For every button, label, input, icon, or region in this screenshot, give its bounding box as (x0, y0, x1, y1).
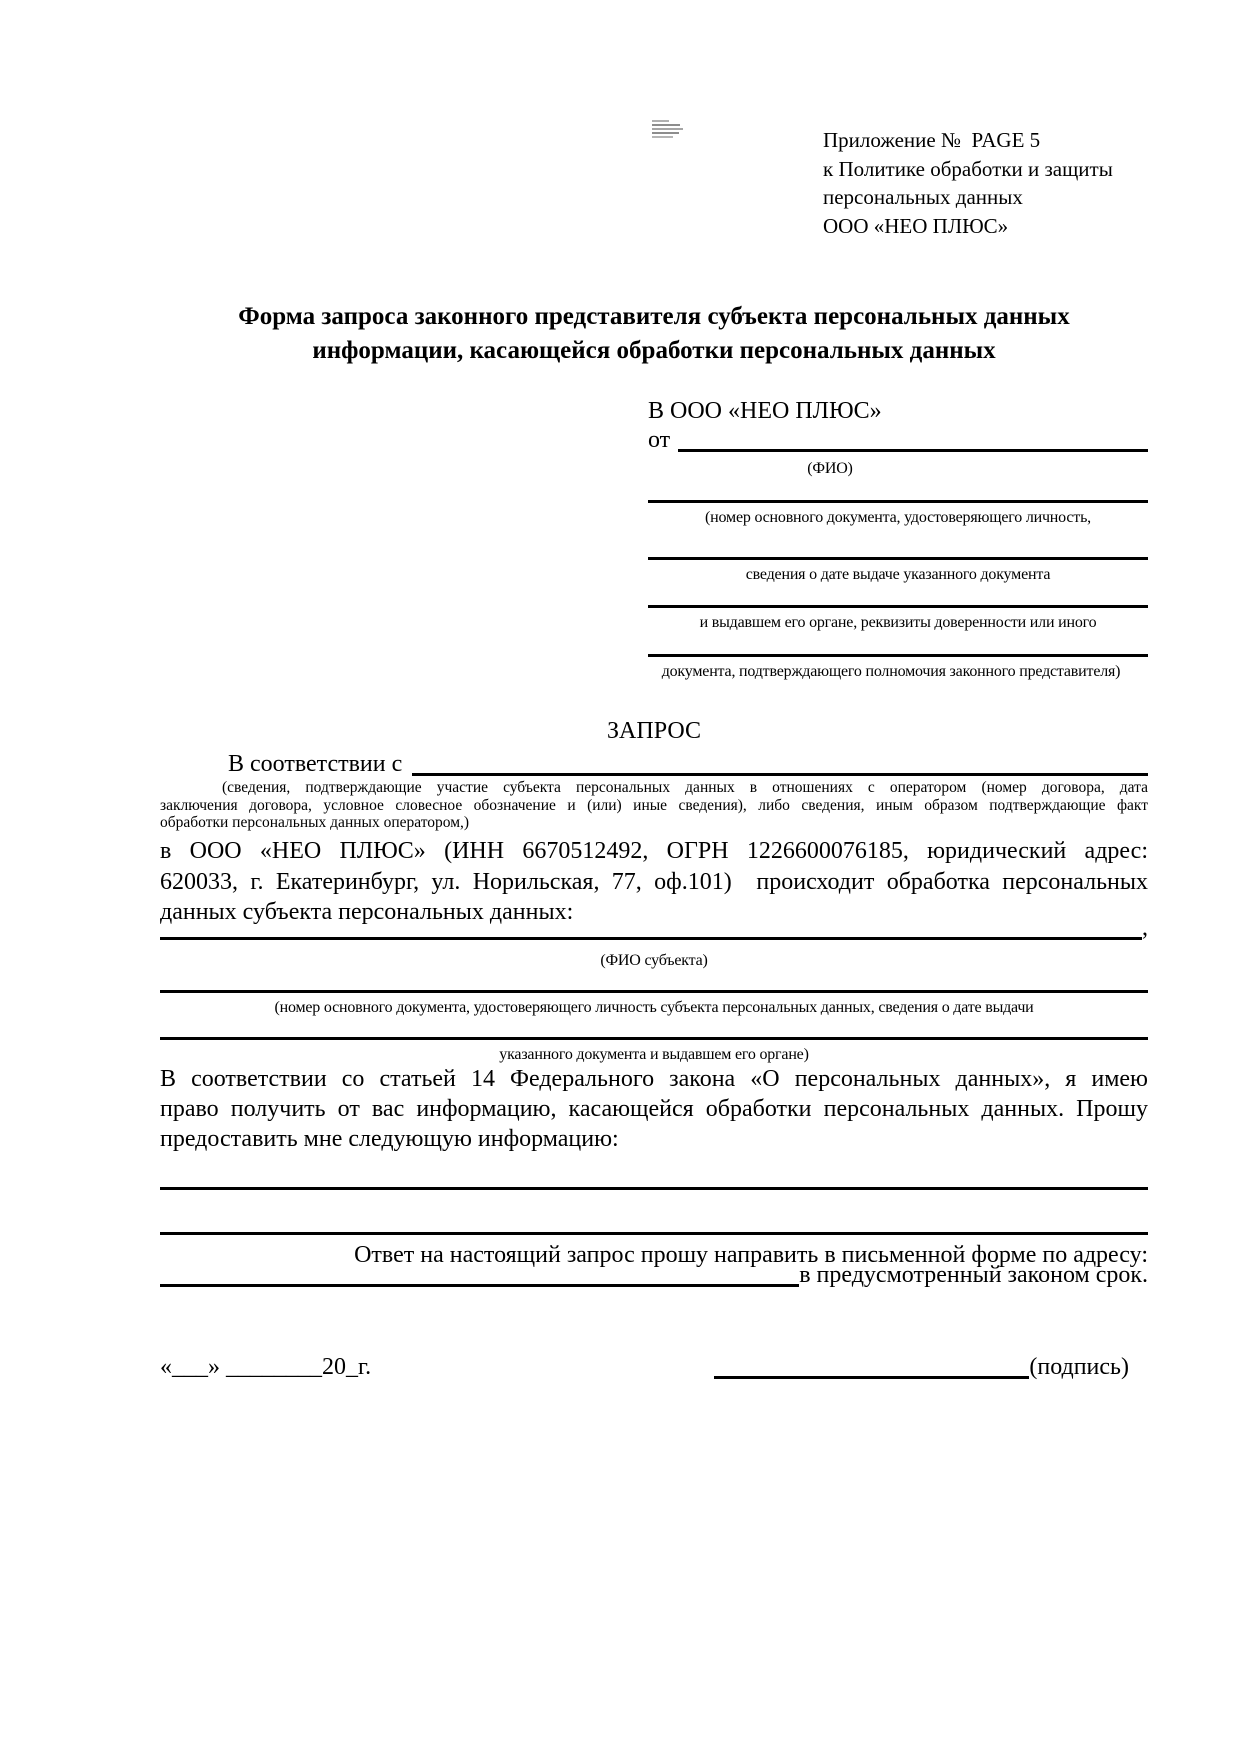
info-blank-line-1[interactable] (160, 1187, 1148, 1190)
appendix-header (823, 126, 1113, 240)
subject-fio-row (160, 913, 1148, 943)
appendix-policy-line2: персональных данных (823, 185, 1023, 209)
doc-issue-date-caption: сведения о дате выдаче указанного документа (745, 566, 1051, 583)
signature-row (714, 1352, 1129, 1382)
title-line-2: информации, касающейся обработки персональных данных (312, 337, 996, 364)
subject-doc-caption-2: указанного документа и выдавшем его органе) (499, 1046, 809, 1063)
fine-print-line-2: заключения договора, условное словесное обозначение и (или) иные сведения), либо сведения, иным образом подтверждающие факт (160, 796, 1148, 814)
answer-line-1: Ответ на настоящий запрос прошу направить в письменной форме по адресу: (354, 1242, 1148, 1268)
doc-issue-date-field-line[interactable] (648, 557, 1148, 560)
subject-doc-caption-1: (номер основного документа, удостоверяющего личность субъекта персональных данных, сведения о дате выдачи (274, 999, 1034, 1016)
subject-fio-comma: , (1142, 915, 1148, 941)
appendix-policy-line: к Политике обработки и защиты (823, 156, 1113, 181)
law-line-1: В соответствии со статьей 14 Федерального закона «О персональных данных», я имею (160, 1066, 1148, 1092)
request-heading: ЗАПРОС (607, 718, 701, 744)
operator-line-2: 620033, г. Екатеринбург, ул. Норильская, 77, оф.101) происходит обработка персональных (160, 868, 1148, 895)
doc-authority-caption: и выдавшем его органе, реквизиты доверенности или иного (699, 614, 1097, 631)
law-line-3: предоставить мне следующую информацию: (160, 1126, 619, 1152)
signature-field-line[interactable] (714, 1376, 1029, 1379)
representative-doc-field-line[interactable] (648, 654, 1148, 657)
date-field[interactable]: «___» ________20_г. (160, 1354, 372, 1380)
subject-doc-field-line-2[interactable] (160, 1037, 1148, 1040)
addressee-to: В ООО «НЕО ПЛЮС» (648, 398, 882, 424)
representative-doc-caption: документа, подтверждающего полномочия законного представителя) (661, 663, 1121, 680)
basis-field-line[interactable] (412, 773, 1148, 776)
operator-line-3: данных субъекта персональных данных: (160, 899, 574, 925)
appendix-number: Приложение № PAGE 5 (823, 128, 1041, 152)
title-line-1: Форма запроса законного представителя субъекта персональных данных (238, 303, 1070, 330)
info-blank-line-2[interactable] (160, 1232, 1148, 1235)
doc-number-caption: (номер основного документа, удостоверяющего личность, (705, 509, 1091, 526)
subject-fio-caption: (ФИО субъекта) (600, 952, 708, 969)
fine-print (160, 779, 1148, 832)
law-line-2: право получить от вас информацию, касающейся обработки персональных данных. Прошу (160, 1096, 1148, 1122)
text-lines-icon (652, 120, 683, 141)
subject-fio-field-line[interactable] (160, 937, 1142, 940)
intro-label: В соответствии с (228, 751, 403, 777)
company-name: ООО «НЕО ПЛЮС» (823, 213, 1009, 238)
subject-doc-field-line[interactable] (160, 990, 1148, 993)
from-label: от (648, 427, 671, 453)
intro-row (160, 749, 1148, 779)
law-paragraph (160, 1064, 1148, 1154)
from-row (648, 425, 1148, 455)
doc-authority-field-line[interactable] (648, 605, 1148, 608)
fine-print-line-3: обработки персональных данных оператором,) (160, 814, 470, 831)
answer-row-2 (160, 1260, 1148, 1290)
address-field-line[interactable] (160, 1284, 799, 1287)
fine-print-line-1: (сведения, подтверждающие участие субъекта персональных данных в отношениях с оператором (номер договора, дата (222, 779, 1148, 796)
signature-caption: (подпись) (1029, 1354, 1129, 1380)
fio-field-line[interactable] (678, 449, 1148, 452)
fio-caption: (ФИО) (807, 460, 853, 477)
answer-line-2-suffix: в предусмотренный законом срок. (799, 1262, 1148, 1288)
operator-line-1: в ООО «НЕО ПЛЮС» (ИНН 6670512492, ОГРН 1226600076185, юридический адрес: (160, 838, 1148, 864)
doc-number-field-line[interactable] (648, 500, 1148, 503)
document-title (160, 300, 1148, 368)
